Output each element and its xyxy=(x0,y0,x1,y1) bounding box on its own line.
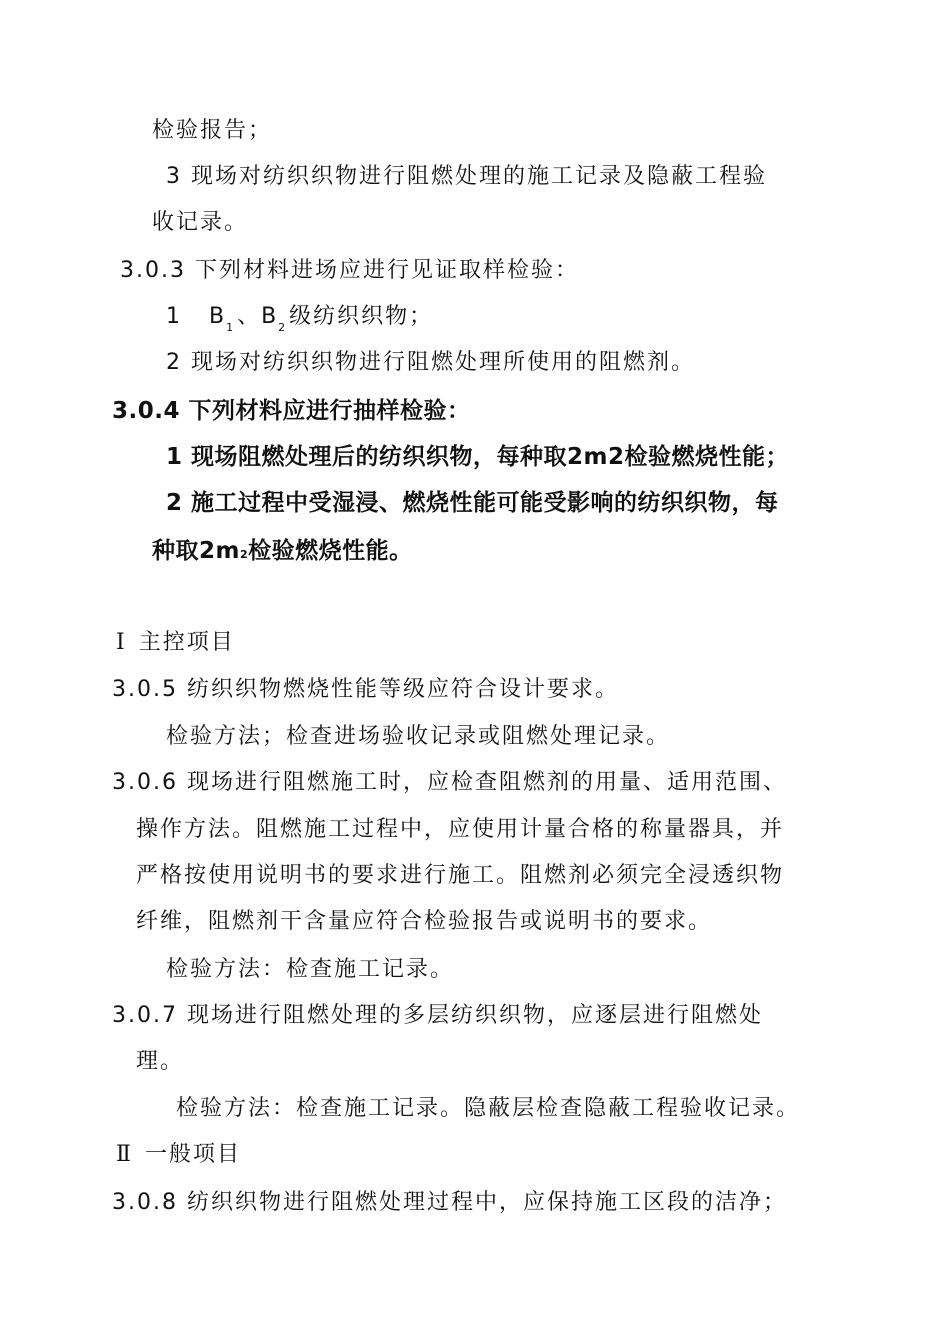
list-item-1: 1 现场阻燃处理后的纺织织物，每种取2m2检验燃烧性能； xyxy=(166,444,789,470)
superscript: 2 xyxy=(239,548,249,561)
clause-3-0-5: 3.0.5 纺织织物燃烧性能等级应符合设计要求。 xyxy=(112,677,619,702)
grade-separator: 、B xyxy=(237,304,279,329)
section-title: 一般项目 xyxy=(144,1142,241,1167)
inspection-method: 检验方法：检查施工记录。 xyxy=(166,957,455,982)
clause-3-0-6: 3.0.6 现场进行阻燃施工时，应检查阻燃剂的用量、适用范围、 xyxy=(112,770,787,795)
inspection-method: 检验方法；检查进场验收记录或阻燃处理记录。 xyxy=(166,724,671,749)
text-line: 检验报告； xyxy=(152,118,273,143)
inspection-method: 检验方法：检查施工记录。隐蔽层检查隐蔽工程验收记录。 xyxy=(176,1096,801,1121)
clause-3-0-4: 3.0.4 下列材料应进行抽样检验： xyxy=(112,398,471,424)
section-title: 主控项目 xyxy=(138,630,235,655)
text-line: 纤维，阻燃剂干含量应符合检验报告或说明书的要求。 xyxy=(136,909,713,934)
text-line: 理。 xyxy=(136,1049,185,1074)
section-numeral: Ⅰ xyxy=(116,630,125,655)
item-number: 1 xyxy=(166,304,182,329)
clause-3-0-3: 3.0.3 下列材料进场应进行见证取样检验： xyxy=(120,258,579,283)
item-text: 级纺织织物； xyxy=(289,304,434,329)
text-fragment: 检验燃烧性能。 xyxy=(248,538,413,564)
text-line: 严格按使用说明书的要求进行施工。阻燃剂必须完全浸透织物 xyxy=(136,863,785,888)
text-line xyxy=(152,536,413,570)
section-heading-main xyxy=(116,628,235,658)
grade-letter: B xyxy=(208,304,227,329)
subscript: 1 xyxy=(226,321,236,334)
text-fragment: 种取2m xyxy=(152,538,240,564)
list-item-3: 3 现场对纺织织物进行阻燃处理的施工记录及隐蔽工程验 xyxy=(166,164,767,189)
clause-3-0-7: 3.0.7 现场进行阻燃处理的多层纺织织物，应逐层进行阻燃处 xyxy=(112,1003,763,1028)
section-numeral: Ⅱ xyxy=(116,1142,131,1167)
list-item-2: 2 现场对纺织织物进行阻燃处理所使用的阻燃剂。 xyxy=(166,350,695,375)
section-heading-general xyxy=(116,1140,241,1170)
list-item-1 xyxy=(166,302,433,335)
text-line: 操作方法。阻燃施工过程中，应使用计量合格的称量器具，并 xyxy=(136,817,785,842)
list-item-2: 2 施工过程中受湿浸、燃烧性能可能受影响的纺织织物，每 xyxy=(166,490,779,516)
clause-3-0-8: 3.0.8 纺织织物进行阻燃处理过程中，应保持施工区段的洁净； xyxy=(112,1190,787,1215)
subscript: 2 xyxy=(278,321,288,334)
text-line: 收记录。 xyxy=(152,210,249,235)
